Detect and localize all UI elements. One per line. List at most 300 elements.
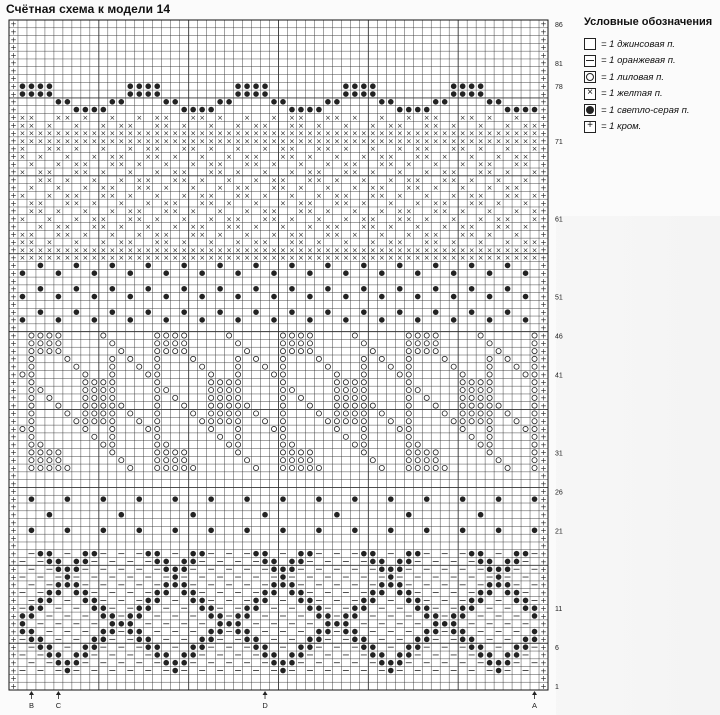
chart-cell-dot [38,83,44,89]
chart-cell-dot [172,496,178,502]
chart-cell-x: × [504,223,511,232]
chart-cell-x: × [477,145,484,154]
chart-cell-dot [208,496,214,502]
chart-cell-plus: + [10,58,17,68]
chart-cell-x: × [387,254,394,263]
chart-cell-x: × [127,238,134,247]
chart-cell-x: × [154,215,161,224]
chart-cell-x: × [405,113,412,122]
chart-cell-dot [523,637,529,643]
row-label: 26 [555,489,563,497]
chart-cell-x: × [450,246,457,255]
row-label: 11 [555,606,563,614]
chart-cell-x: × [73,129,80,138]
chart-cell-dot [424,107,430,113]
chart-cell-x: × [28,137,35,146]
chart-cell-dot [145,637,151,643]
chart-cell-x: × [378,254,385,263]
chart-cell-dot [127,83,133,89]
chart-cell-x: × [127,191,134,200]
chart-cell-x: × [298,160,304,169]
chart-cell-plus: + [540,167,547,177]
chart-cell-dot [163,652,169,658]
chart-cell-dot [460,629,466,635]
chart-cell-x: × [324,137,331,146]
chart-cell-x: × [55,184,62,193]
chart-cell-x: × [55,223,62,232]
chart-cell-x: × [495,137,502,146]
chart-cell-dot [514,644,520,650]
chart-cell-dot [379,652,385,658]
chart-cell-dot [469,83,475,89]
chart-cell-x: × [208,160,215,169]
chart-cell-x: × [486,168,493,177]
chart-cell-x: × [226,137,233,146]
chart-cell-x: × [181,238,188,247]
chart-cell-x: × [522,223,529,232]
chart-cell-plus: + [10,370,17,380]
chart-cell-x: × [289,215,295,224]
chart-cell-plus: + [10,50,17,60]
chart-cell-dot [424,527,430,533]
chart-cell-dot [47,598,53,604]
chart-cell-dot [38,551,44,557]
marker-arrowhead-c [56,691,61,695]
chart-cell-dot [29,605,35,611]
chart-cell-x: × [315,145,322,154]
chart-cell-x: × [136,254,143,263]
chart-cell-plus: + [10,315,17,325]
chart-cell-x: × [396,215,403,224]
chart-cell-dot [47,644,53,650]
chart-cell-dot [172,668,178,674]
chart-cell-dot [370,598,376,604]
chart-cell-x: × [307,152,313,161]
chart-cell-x: × [208,254,215,263]
chart-cell-dot [47,590,53,596]
chart-cell-x: × [73,168,80,177]
chart-cell-plus: + [10,43,17,53]
chart-cell-x: × [82,230,89,239]
chart-cell-x: × [333,137,340,146]
chart-cell-x: × [55,246,62,255]
chart-cell-dot [415,294,421,300]
chart-cell-dot [325,629,331,635]
chart-cell-dot [20,270,26,276]
legend-item-yellow [584,86,720,103]
chart-cell-x: × [136,230,143,239]
chart-cell-plus: + [540,82,547,92]
chart-cell-dot [38,598,44,604]
chart-cell-plus: + [540,97,547,107]
chart-cell-x: × [423,168,430,177]
chart-cell-x: × [396,238,403,247]
chart-cell-dot [110,286,116,292]
chart-cell-dot [298,590,304,596]
chart-cell-x: × [289,129,295,138]
chart-cell-dot [388,574,394,580]
chart-cell-dot [523,644,529,650]
chart-cell-dot [505,263,511,269]
chart-cell-dot [388,660,394,666]
chart-cell-dot [505,566,511,572]
chart-cell-x: × [315,215,322,224]
chart-cell-x: × [486,137,493,146]
chart-cell-plus: + [10,580,17,590]
chart-cell-x: × [378,113,385,122]
chart-cell-x: × [423,254,430,263]
chart-cell-x: × [91,223,98,232]
chart-cell-x: × [298,129,304,138]
chart-cell-dot [298,644,304,650]
chart-cell-dot [92,605,98,611]
chart-cell-x: × [450,191,457,200]
chart-cell-x: × [163,199,170,208]
chart-cell-plus: + [10,307,17,317]
chart-cell-x: × [118,152,125,161]
chart-cell-x: × [73,238,80,247]
chart-cell-dot [199,107,205,113]
chart-cell-dot [532,613,538,619]
chart-cell-dot [469,644,475,650]
chart-cell-x: × [127,215,134,224]
chart-cell-dot [496,496,502,502]
chart-cell-x: × [118,238,125,247]
chart-cell-dot [532,107,538,113]
chart-cell-x: × [199,230,206,239]
chart-cell-x: × [217,137,224,146]
chart-cell-x: × [271,160,277,169]
chart-cell-plus: + [540,331,547,341]
chart-cell-plus: + [540,487,547,497]
chart-cell-x: × [244,254,250,263]
chart-cell-dot [38,637,44,643]
chart-cell-dot [343,317,349,323]
chart-cell-dot [361,309,367,315]
chart-cell-dot [514,107,520,113]
chart-cell-dot [487,317,493,323]
chart-cell-dot [343,91,349,97]
chart-cell-plus: + [540,300,547,310]
chart-cell-dot [505,309,511,315]
chart-cell-plus: + [540,479,547,489]
chart-cell-dot [190,598,196,604]
legend-label: = 1 светло-серая п. [601,104,690,116]
chart-cell-x: × [172,168,179,177]
chart-cell-x: × [369,121,376,130]
chart-cell-dot [29,629,35,635]
chart-cell-plus: + [540,603,547,613]
chart-cell-plus: + [10,230,17,240]
chart-cell-dot [406,559,412,565]
chart-cell-x: × [199,113,206,122]
chart-cell-x: × [64,176,71,185]
row-label: 1 [555,684,559,692]
chart-cell-plus: + [10,198,17,208]
chart-cell-x: × [64,254,71,263]
chart-cell-x: × [414,199,421,208]
chart-cell-x: × [378,160,385,169]
chart-cell-x: × [459,230,466,239]
chart-cell-x: × [387,137,394,146]
chart-cell-x: × [271,129,277,138]
chart-cell-plus: + [540,432,547,442]
chart-cell-plus: + [540,230,547,240]
chart-cell-dot [478,512,484,518]
chart-cell-x: × [531,145,538,154]
dash-icon [584,55,596,67]
chart-cell-dot [397,590,403,596]
chart-cell-dot [181,309,187,315]
chart-cell-x: × [468,113,475,122]
chart-cell-x: × [163,207,170,216]
chart-cell-dot [451,613,457,619]
chart-cell-x: × [414,223,421,232]
chart-cell-plus: + [540,354,547,364]
chart-cell-x: × [405,230,412,239]
chart-cell-x: × [531,215,538,224]
chart-cell-dot [352,629,358,635]
chart-cell-x: × [459,246,466,255]
chart-cell-x: × [55,113,62,122]
chart-cell-x: × [387,129,394,138]
chart-cell-dot [505,660,511,666]
chart-cell-dot [65,527,71,533]
chart-cell-plus: + [540,89,547,99]
chart-cell-dot [154,91,160,97]
chart-cell-dot [190,644,196,650]
chart-cell-x: × [172,207,179,216]
chart-cell-dot [253,598,259,604]
chart-cell-dot [262,91,268,97]
chart-cell-x: × [522,176,529,185]
chart-cell-dot [352,637,358,643]
chart-cell-x: × [369,184,376,193]
chart-cell-x: × [315,176,322,185]
chart-cell-plus: + [540,448,547,458]
chart-cell-plus: + [10,494,17,504]
chart-cell-x: × [163,254,170,263]
chart-cell-dot [145,263,151,269]
chart-cell-dot [92,294,98,300]
chart-cell-x: × [360,129,367,138]
row-label: 6 [555,645,559,653]
chart-cell-dot [65,496,71,502]
chart-cell-dot [20,91,26,97]
chart-cell-x: × [46,215,53,224]
chart-cell-x: × [244,191,250,200]
chart-cell-x: × [414,176,421,185]
chart-cell-x: × [369,191,376,200]
chart-cell-dot [478,652,484,658]
chart-cell-x: × [28,238,35,247]
chart-cell-dot [379,660,385,666]
chart-cell-plus: + [540,276,547,286]
chart-cell-x: × [513,152,520,161]
chart-cell-dot [190,590,196,596]
chart-cell-x: × [504,191,511,200]
chart-cell-dot [442,99,448,105]
chart-cell-dot [101,496,107,502]
chart-cell-x: × [172,137,179,146]
chart-cell-dot [451,621,457,627]
chart-cell-x: × [342,199,349,208]
row-label: 46 [555,333,563,341]
chart-cell-x: × [468,223,475,232]
chart-cell-dot [406,107,412,113]
chart-cell-dot [29,91,35,97]
chart-cell-x: × [217,254,224,263]
chart-cell-x: × [181,168,188,177]
chart-cell-dot [92,637,98,643]
chart-cell-dot [47,652,53,658]
chart-cell-x: × [91,254,98,263]
chart-cell-x: × [28,184,35,193]
chart-cell-x: × [307,129,313,138]
chart-cell-x: × [28,129,35,138]
chart-cell-plus: + [10,362,17,372]
chart-cell-x: × [495,199,502,208]
chart-cell-x: × [342,238,349,247]
chart-cell-dot [127,270,133,276]
chart-cell-x: × [46,145,53,154]
chart-cell-dot [316,613,322,619]
chart-cell-dot [307,605,313,611]
chart-cell-x: × [396,145,403,154]
chart-cell-dot [361,263,367,269]
chart-cell-x: × [154,121,161,130]
chart-cell-dot [56,582,62,588]
chart-cell-x: × [360,199,367,208]
chart-cell-plus: + [540,362,547,372]
chart-cell-x: × [468,137,475,146]
chart-cell-dot [56,294,62,300]
chart-cell-dot [316,527,322,533]
chart-cell-plus: + [10,191,17,201]
chart-cell-x: × [46,129,53,138]
chart-cell-x: × [82,184,89,193]
chart-cell-dot [406,644,412,650]
chart-cell-x: × [208,121,215,130]
legend-item-edge [584,119,720,136]
chart-cell-x: × [369,246,376,255]
chart-cell-plus: + [540,346,547,356]
chart-cell-x: × [262,207,268,216]
chart-cell-plus: + [540,596,547,606]
chart-cell-dot [280,668,286,674]
chart-cell-x: × [531,207,538,216]
chart-cell-dot [397,309,403,315]
chart-cell-dot [235,317,241,323]
chart-cell-x: × [486,113,493,122]
chart-cell-dot [253,551,259,557]
chart-cell-x: × [46,168,53,177]
chart-cell-dot [253,286,259,292]
chart-cell-x: × [262,121,268,130]
chart-cell-plus: + [10,455,17,465]
chart-cell-x: × [181,215,188,224]
chart-cell-dot [20,621,26,627]
chart-cell-x: × [136,184,143,193]
chart-cell-x: × [405,215,412,224]
chart-cell-plus: + [10,658,17,668]
chart-cell-x: × [477,238,484,247]
chart-cell-x: × [468,230,475,239]
chart-cell-x: × [82,113,89,122]
chart-cell-dot [352,496,358,502]
chart-cell-plus: + [540,370,547,380]
chart-cell-x: × [19,215,26,224]
chart-cell-x: × [208,215,215,224]
chart-cell-x: × [172,254,179,263]
chart-cell-dot [253,91,259,97]
legend-label: = 1 джинсовая п. [601,38,676,50]
chart-cell-x: × [37,137,44,146]
chart-cell-dot [316,605,322,611]
chart-cell-dot [307,551,313,557]
chart-cell-x: × [531,246,538,255]
chart-cell-dot [199,605,205,611]
chart-cell-plus: + [540,237,547,247]
chart-cell-x: × [181,246,188,255]
chart-cell-dot [361,637,367,643]
chart-cell-dot [181,286,187,292]
chart-cell-dot [199,637,205,643]
chart-cell-dot [523,107,529,113]
chart-cell-dot [190,652,196,658]
chart-cell-x: × [37,246,44,255]
chart-cell-dot [253,644,259,650]
chart-cell-dot [289,590,295,596]
chart-cell-dot [370,559,376,565]
chart-cell-dot [343,629,349,635]
chart-cell-x: × [396,168,403,177]
chart-cell-dot [83,652,89,658]
chart-cell-x: × [235,121,242,130]
chart-cell-x: × [486,184,493,193]
chart-cell-dot [136,637,142,643]
chart-cell-x: × [190,113,197,122]
chart-cell-x: × [324,113,331,122]
chart-cell-plus: + [540,393,547,403]
chart-cell-dot [262,652,268,658]
chart-cell-dot [65,99,71,105]
chart-cell-plus: + [10,526,17,536]
chart-cell-x: × [405,129,412,138]
chart-cell-x: × [405,176,412,185]
chart-cell-dot [496,527,502,533]
chart-cell-x: × [262,238,268,247]
chart-cell-dot [280,582,286,588]
chart-cell-dot [469,551,475,557]
chart-cell-dot [101,605,107,611]
chart-cell-x: × [513,160,520,169]
chart-cell-x: × [136,129,143,138]
chart-cell-x: × [423,121,430,130]
chart-cell-dot [244,91,250,97]
chart-cell-plus: + [10,206,17,216]
chart-cell-dot [469,91,475,97]
chart-cell-x: × [190,223,197,232]
chart-cell-x: × [531,238,538,247]
chart-cell-x: × [495,152,502,161]
chart-cell-dot [56,566,62,572]
chart-cell-x: × [486,246,493,255]
chart-cell-dot [101,637,107,643]
chart-cell-x: × [387,176,394,185]
chart-cell-dot [83,551,89,557]
chart-cell-x: × [289,246,295,255]
